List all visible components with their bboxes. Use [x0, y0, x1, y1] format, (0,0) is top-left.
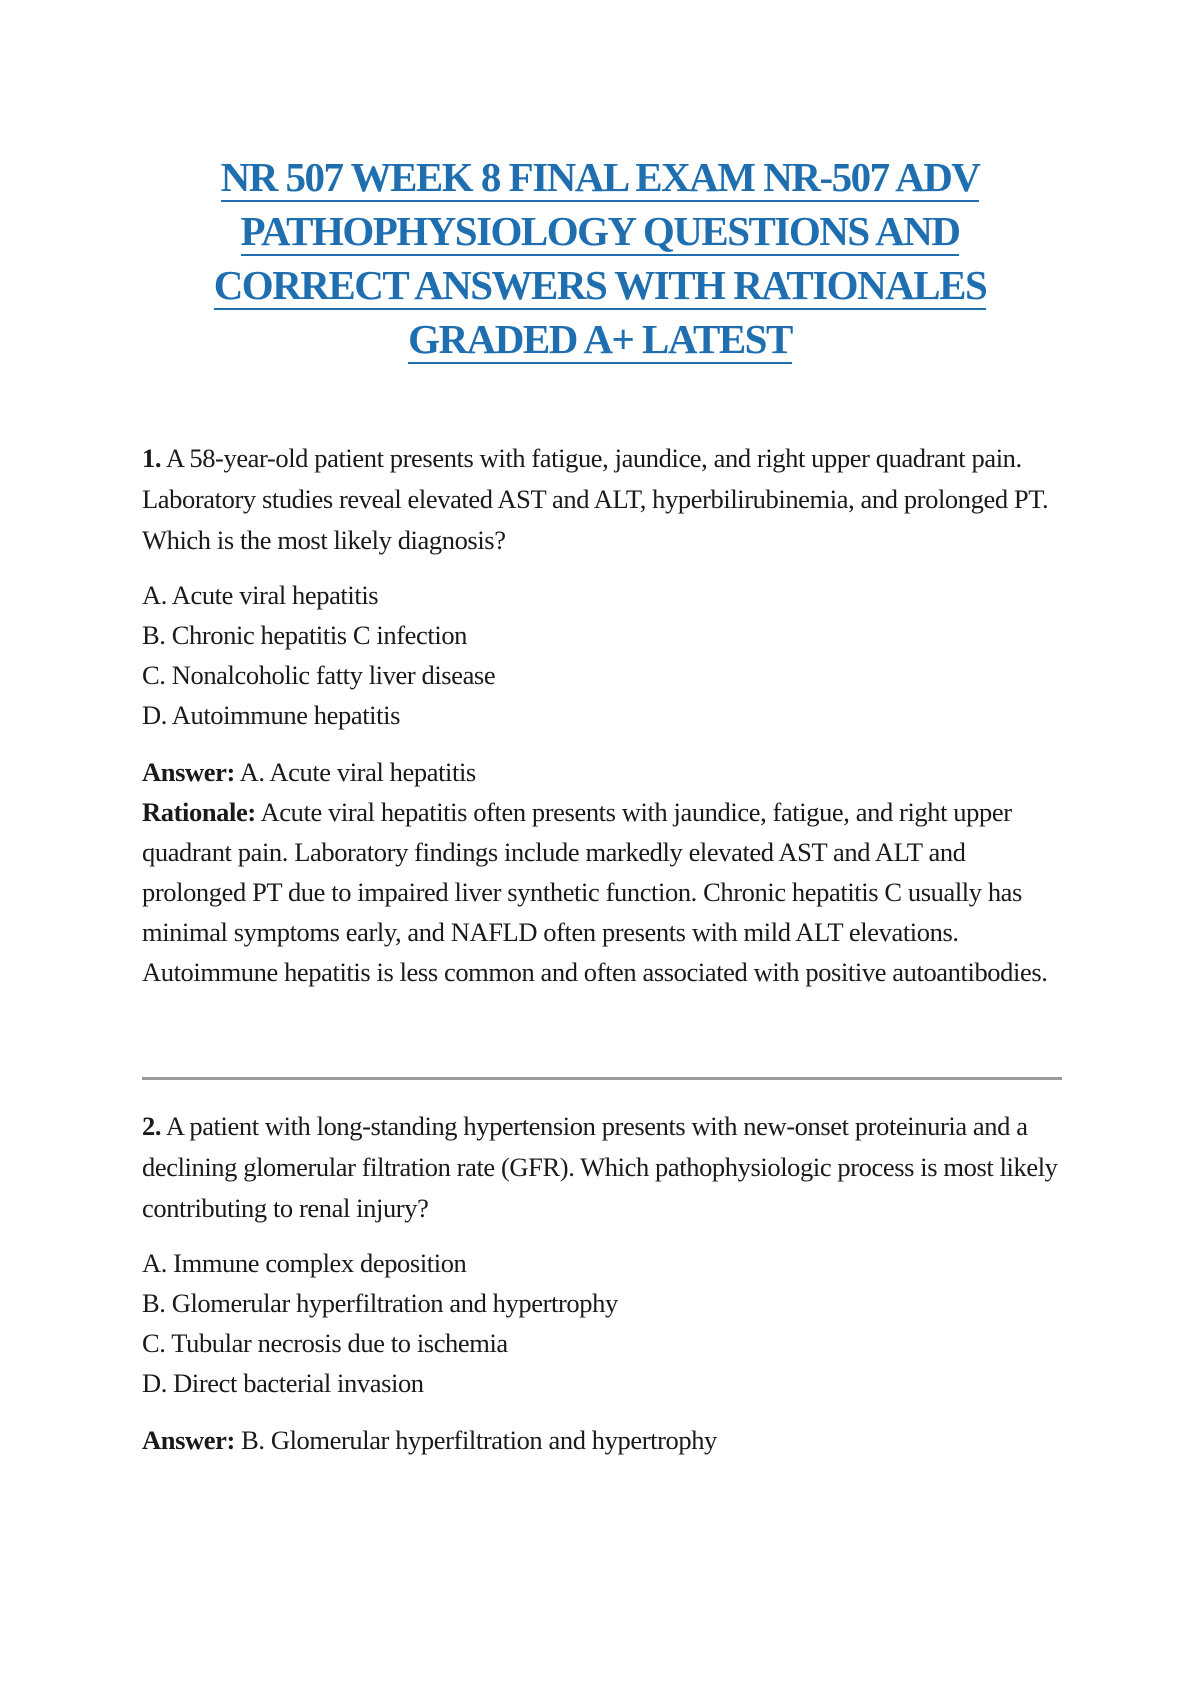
- title-line-text: GRADED A+ LATEST: [408, 316, 792, 362]
- option-item: A. Acute viral hepatitis: [142, 580, 379, 610]
- answer-label: Answer:: [142, 757, 235, 787]
- answer-text: A. Acute viral hepatitis: [239, 757, 476, 787]
- option-item: D. Direct bacterial invasion: [142, 1368, 424, 1398]
- question-text: [142, 1106, 1062, 1229]
- rationale-paragraph: [142, 792, 1062, 992]
- answer-line: [142, 1420, 1062, 1460]
- options-list: [142, 575, 1062, 735]
- answer-text: B. Glomerular hyperfiltration and hypertrophy: [241, 1425, 717, 1455]
- question-stem: A patient with long-standing hypertension presents with new-onset proteinuria and a declining glomerular filtration rate (GFR). Which pathophysiologic process is most likely contributing to renal injury?: [142, 1111, 1058, 1223]
- question-number: 2.: [142, 1111, 162, 1141]
- question-text: [142, 438, 1062, 561]
- option-item: A. Immune complex deposition: [142, 1248, 467, 1278]
- question-block-1: [142, 438, 1062, 992]
- rationale-text: Acute viral hepatitis often presents with jaundice, fatigue, and right upper quadrant pain. Laboratory findings include markedly elevated AST and ALT and prolonged PT due to impaired liver synthetic function. Chronic hepatitis C usually has minimal symptoms early, and NAFLD often presents with mild ALT elevations. Autoimmune hepatitis is less common and often associated with positive autoantibodies.: [142, 797, 1048, 987]
- answer-line: [142, 752, 1062, 792]
- title-line: [150, 258, 1050, 312]
- title-line-text: PATHOPHYSIOLOGY QUESTIONS AND: [240, 208, 960, 254]
- option-item: C. Tubular necrosis due to ischemia: [142, 1328, 508, 1358]
- title-line: [150, 150, 1050, 204]
- rationale-label: Rationale:: [142, 797, 256, 827]
- question-stem: A 58-year-old patient presents with fatigue, jaundice, and right upper quadrant pain. Laboratory studies reveal elevated AST and ALT, hyperbilirubinemia, and prolonged PT. Which is the most likely diagnosis?: [142, 443, 1049, 555]
- option-item: D. Autoimmune hepatitis: [142, 700, 400, 730]
- options-list: [142, 1243, 1062, 1403]
- title-line: [150, 312, 1050, 366]
- question-block-2: [142, 1106, 1062, 1460]
- title-line: [150, 204, 1050, 258]
- answer-label: Answer:: [142, 1425, 235, 1455]
- title-line-text: NR 507 WEEK 8 FINAL EXAM NR-507 ADV: [220, 154, 980, 200]
- page-title: [150, 150, 1050, 366]
- section-divider: [142, 1077, 1062, 1080]
- option-item: C. Nonalcoholic fatty liver disease: [142, 660, 496, 690]
- option-item: B. Glomerular hyperfiltration and hypertrophy: [142, 1288, 618, 1318]
- question-number: 1.: [142, 443, 162, 473]
- title-line-text: CORRECT ANSWERS WITH RATIONALES: [213, 262, 987, 308]
- option-item: B. Chronic hepatitis C infection: [142, 620, 468, 650]
